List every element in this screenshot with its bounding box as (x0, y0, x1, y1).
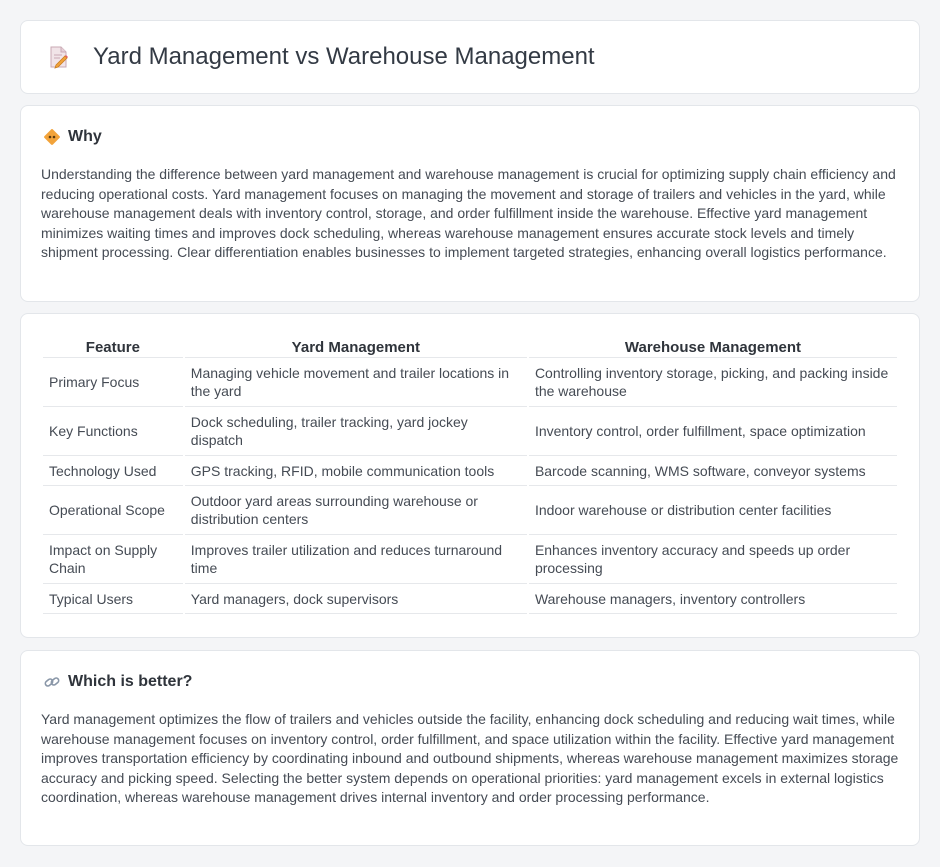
warehouse-cell: Controlling inventory storage, picking, and packing inside the warehouse (529, 358, 897, 407)
better-title: Which is better? (68, 673, 193, 690)
better-body: Yard management optimizes the flow of trailers and vehicles outside the facility, enhancing dock scheduling and reducing wait times, while warehouse management focuses on inventory control, order fulfillment, and space utilization within the facility. Effective yard management improves transportation efficiency by coordinating inbound and outbound shipments, whereas warehouse management maximizes storage accuracy and picking speed. Selecting the better system depends on operational priorities: yard management excels in external logistics coordination, whereas warehouse management drives internal inventory and order processing performance. (41, 711, 899, 805)
diamond-sign-icon (43, 128, 61, 146)
table-row (43, 358, 897, 407)
yard-cell: Yard managers, dock supervisors (185, 584, 527, 614)
table-row (43, 407, 897, 456)
header-card (20, 20, 920, 94)
feature-cell: Key Functions (43, 407, 183, 456)
warehouse-cell: Warehouse managers, inventory controllers (529, 584, 897, 614)
comparison-card (20, 313, 920, 638)
column-header-yard: Yard Management (185, 336, 527, 358)
warehouse-cell: Enhances inventory accuracy and speeds up order processing (529, 535, 897, 584)
table-row (43, 535, 897, 584)
table-header-row (43, 336, 897, 358)
why-title: Why (68, 128, 102, 145)
feature-cell: Technology Used (43, 456, 183, 486)
yard-cell: Improves trailer utilization and reduces turnaround time (185, 535, 527, 584)
yard-cell: Outdoor yard areas surrounding warehouse or distribution centers (185, 486, 527, 535)
feature-cell: Primary Focus (43, 358, 183, 407)
column-header-warehouse: Warehouse Management (529, 336, 897, 358)
why-section (20, 105, 920, 302)
which-better-section (20, 650, 920, 846)
warehouse-cell: Inventory control, order fulfillment, space optimization (529, 407, 897, 456)
yard-cell: Dock scheduling, trailer tracking, yard jockey dispatch (185, 407, 527, 456)
better-heading (43, 673, 192, 691)
feature-cell: Impact on Supply Chain (43, 535, 183, 584)
yard-cell: GPS tracking, RFID, mobile communication tools (185, 456, 527, 486)
why-body: Understanding the difference between yard management and warehouse management is crucial for optimizing supply chain efficiency and reducing operational costs. Yard management focuses on managing the movement and storage of trailers and vehicles in the yard, while warehouse management deals with inventory control, storage, and order fulfillment inside the warehouse. Effective yard management minimizes waiting times and improves dock scheduling, whereas warehouse management ensures accurate stock levels and timely shipment processing. Clear differentiation enables businesses to implement targeted strategies, enhancing overall logistics performance. (41, 166, 896, 260)
yard-cell: Managing vehicle movement and trailer locations in the yard (185, 358, 527, 407)
comparison-table (41, 336, 899, 614)
table-row (43, 584, 897, 614)
link-icon (43, 673, 61, 691)
column-header-feature: Feature (43, 336, 183, 358)
document-pencil-icon (47, 45, 71, 69)
warehouse-cell: Indoor warehouse or distribution center facilities (529, 486, 897, 535)
table-row (43, 486, 897, 535)
warehouse-cell: Barcode scanning, WMS software, conveyor systems (529, 456, 897, 486)
why-heading (43, 128, 102, 146)
page-title: Yard Management vs Warehouse Management (93, 43, 595, 70)
table-row (43, 456, 897, 486)
feature-cell: Typical Users (43, 584, 183, 614)
feature-cell: Operational Scope (43, 486, 183, 535)
